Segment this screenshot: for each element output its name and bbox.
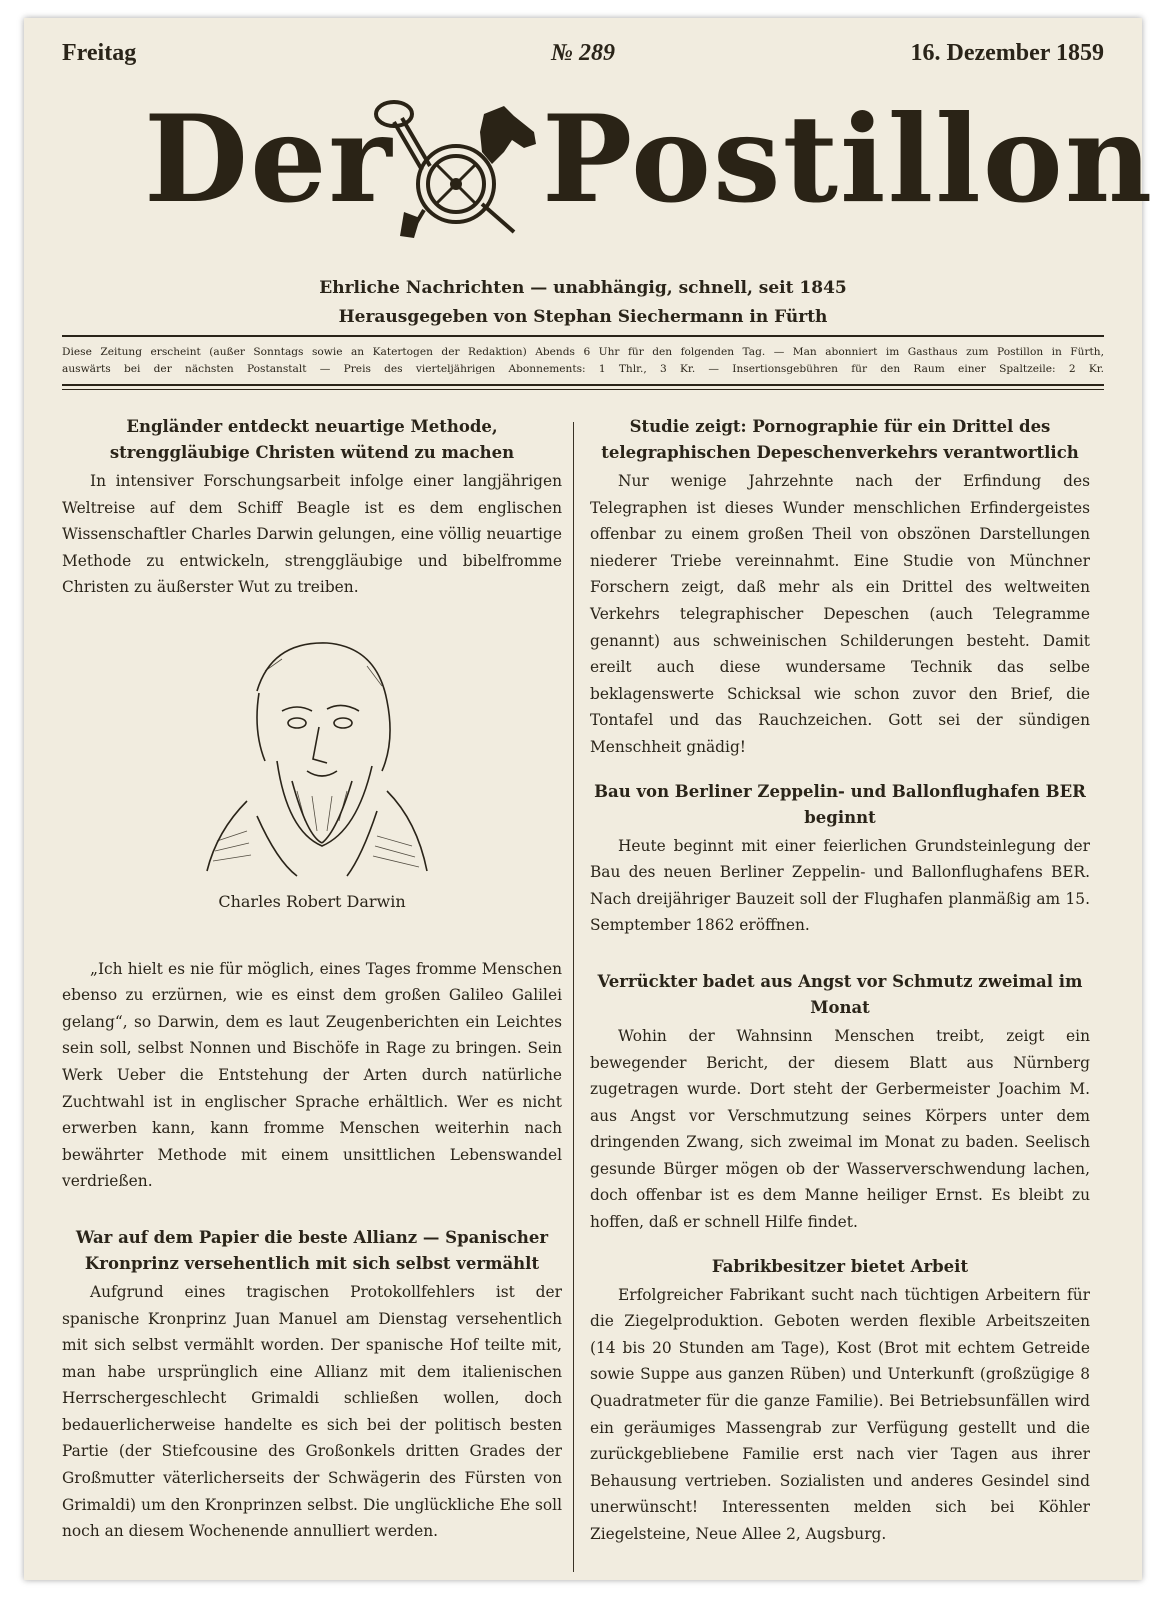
column-divider bbox=[573, 422, 574, 1572]
masthead bbox=[24, 82, 1155, 252]
headline-spain: War auf dem Papier die beste Allianz — Spanischer Kronprinz versehentlich mit sich selbst vermählt bbox=[75, 1227, 549, 1273]
issue-date: 16. Dezember 1859 bbox=[910, 40, 1104, 66]
headline-factory: Fabrikbesitzer bietet Arbeit bbox=[711, 1256, 969, 1276]
portrait-caption: Charles Robert Darwin bbox=[218, 891, 406, 911]
masthead-title-right: Postillon bbox=[542, 89, 1155, 230]
headline-bath: Verrückter badet aus Angst vor Schmutz zweimal im Monat bbox=[597, 971, 1083, 1017]
post-horn-horse-icon bbox=[364, 92, 544, 242]
headline-darwin: Engländer entdeckt neuartige Methode, strenggläubige Christen wütend zu machen bbox=[109, 417, 515, 462]
article-telegraph-body: Nur wenige Jahrzehnte nach der Erfindung des Telegraphen ist dieses Wunder menschlichen Erfindergeistes offenbar zu einem großen Theil von obszönen Darstellungen niederer Triebe vereinnahmt. Eine Studie von Münchner Forschern zeigt, daß mehr als ein Drittel des weltweiten Verkehrs telegraphischer Depeschen (auch Telegramme genannt) aus schweinischen Schilderungen besteht. Damit ereilt auch diese wundersame Technik das selbe beklagenswerte Schicksal wie schon zuvor den Brief, die Tontafel und das Rauchzeichen. Gott sei der sündigen Menschheit gnädig! bbox=[590, 472, 1090, 756]
article-factory-body: Erfolgreicher Fabrikant sucht nach tüchtigen Arbeitern für die Ziegelproduktion. Geboten werden flexible Arbeitszeiten (14 bis 20 Stunden am Tage), Kost (Brot mit echtem Getreide sowie Suppe aus ganzen Rüben) und Unterkunft (großzügige 8 Quadratmeter für die ganze Familie). Bei Betriebsunfällen wird ein geräumiges Massengrab zur Verfügung gestellt und die zurückgebliebene Familie erst nach vier Tagen aus ihrer Behausung vertrieben. Sozialisten und anderes Gesindel sind unerwünscht! Interessenten melden sich bei Köhler Ziegelsteine, Neue Allee 2, Augsburg. bbox=[590, 1285, 1090, 1543]
issue-number: № 289 bbox=[551, 40, 615, 66]
headline-telegraph: Studie zeigt: Pornographie für ein Drittel des telegraphischen Depeschenverkehrs verantwortlich bbox=[601, 417, 1079, 462]
article-darwin-body: In intensiver Forschungsarbeit infolge einer langjährigen Weltreise auf dem Schiff Beagle ist es dem englischen Wissenschaftler Charles Darwin gelungen, eine völlig neuartige Methode zu entwickeln, strenggläubige und bibelfromme Christen zu äußerster Wut zu treiben. bbox=[62, 472, 562, 597]
subscription-notice bbox=[62, 344, 1104, 378]
weekday: Freitag bbox=[62, 40, 137, 66]
masthead-title-left: Der bbox=[144, 89, 394, 230]
header-rule-bottom-thin bbox=[62, 389, 1104, 390]
right-column bbox=[590, 414, 1090, 1548]
notice-line-2: auswärts bei der nächsten Postanstalt — Preis des vierteljährigen Abonnements: 1 Thlr., 3 Kr. — Insertionsgebühren für den Raum einer Spaltzeile: 2 Kr. bbox=[62, 363, 1104, 375]
tagline-block bbox=[24, 274, 1142, 332]
tagline-motto: Ehrliche Nachrichten — unabhängig, schnell, seit 1845 bbox=[319, 278, 847, 298]
article-darwin-body-2: „Ich hielt es nie für möglich, eines Tages fromme Menschen ebenso zu erzürnen, wie es einst dem großen Galileo Galilei gelang“, so Darwin, dem es laut Zeugenberichten ein Leichtes sein soll, selbst Nonnen und Bischöfe in Rage zu bringen. Sein Werk Ueber die Entstehung der Arten durch natürliche Zuchtwahl ist in englischer Sprache erhältlich. Wer es nicht erwerben kann, kann fromme Menschen weiterhin nach bewährter Methode mit einem unsittlichen Lebenswandel verdrießen. bbox=[62, 959, 562, 1191]
header-rule-top bbox=[62, 335, 1104, 337]
headline-ber: Bau von Berliner Zeppelin- und Ballonflughafen BER beginnt bbox=[594, 781, 1086, 827]
newspaper-page bbox=[24, 18, 1155, 1580]
darwin-portrait-image bbox=[187, 631, 437, 881]
notice-line-1: Diese Zeitung erscheint (außer Sonntags sowie an Katertogen der Redaktion) Abends 6 Uhr für den folgenden Tag. — Man abonniert im Gasthaus zum Postillon in Fürth, bbox=[62, 346, 1104, 358]
header-rule-bottom bbox=[62, 384, 1104, 386]
tagline-publisher: Herausgegeben von Stephan Siechermann in Fürth bbox=[338, 307, 828, 327]
article-ber-body: Heute beginnt mit einer feierlichen Grundsteinlegung der Bau des neuen Berliner Zeppelin- und Ballonflughafens BER. Nach dreijähriger Bauzeit soll der Flughafen planmäßig am 15. Semptember 1862 eröffnen. bbox=[590, 836, 1090, 935]
article-spain-body: Aufgrund eines tragischen Protokollfehlers ist der spanische Kronprinz Juan Manuel am Dienstag versehentlich mit sich selbst vermählt worden. Der spanische Hof teilte mit, man habe ursprünglich eine Allianz mit dem italienischen Herrschergeschlecht Grimaldi schließen wollen, doch bedauerlicherweise handelte es sich bei der politisch besten Partie (der Stiefcousine des Großonkels dritten Grades der Großmutter väterlicherseits der Schwägerin des Fürsten von Grimaldi) um den Kronprinzen selbst. Die unglückliche Ehe soll noch an diesem Wochenende annulliert werden. bbox=[62, 1282, 562, 1541]
dateline bbox=[62, 40, 1104, 70]
article-bath-body: Wohin der Wahnsinn Menschen treibt, zeigt ein bewegender Bericht, der diesem Blatt aus Nürnberg zugetragen wurde. Dort steht der Gerbermeister Joachim M. aus Angst vor Verschmutzung seines Körpers unter dem dringenden Zwang, sich zweimal im Monat zu baden. Seelisch gesunde Bürger mögen ob der Wasserverschwendung lachen, doch offenbar ist es dem Manne heiliger Ernst. Es bleibt zu hoffen, daß er schnell Hilfe findet. bbox=[590, 1026, 1090, 1232]
left-column bbox=[62, 414, 562, 1545]
